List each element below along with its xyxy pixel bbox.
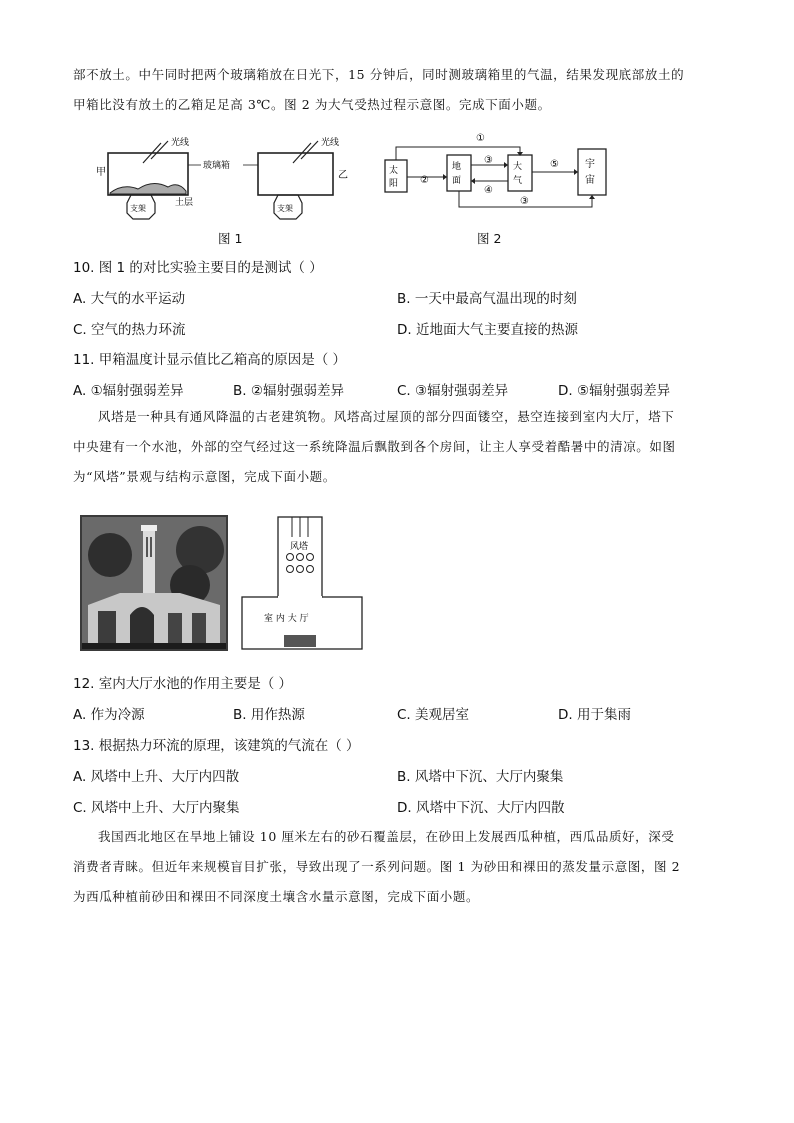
ground-label-2: 面 [452,176,462,186]
figure-1-glass-boxes [93,135,363,230]
label-yi: 乙 [338,170,348,181]
space-box [578,149,606,195]
intro-paragraph-3 [73,824,723,910]
q12-option-a[interactable]: A. 作为冷源 [73,707,145,723]
hall-label: 室 内 大 厅 [264,614,309,624]
water-pool [284,635,316,647]
atmosphere-label-1: 大 [513,162,523,172]
question-10: 10. 图 1 的对比实验主要目的是测试（ ） [73,260,323,276]
q13-option-b[interactable]: B. 风塔中下沉、大厅内聚集 [397,769,564,785]
question-11: 11. 甲箱温度计显示值比乙箱高的原因是（ ） [73,352,347,368]
q13-option-d[interactable]: D. 风塔中下沉、大厅内四散 [397,800,565,816]
stand-label-1: 支架 [130,204,146,213]
figure-2-caption: 图 2 [477,231,502,246]
q12-option-c[interactable]: C. 美观居室 [397,707,470,723]
glass-box-yi [258,153,333,195]
question-12: 12. 室内大厅水池的作用主要是（ ） [73,676,293,692]
intro-line: 风塔是一种具有通风降温的古老建筑物。风塔高过屋顶的部分四面镂空，悬空连接到室内大厅，塔下 [98,409,675,424]
space-label-2: 宙 [585,175,595,186]
arrow-1 [396,147,520,160]
intro-line: 为西瓜种植前砂田和裸田不同深度土壤含水量示意图，完成下面小题。 [73,889,480,904]
q12-option-b[interactable]: B. 用作热源 [233,707,305,723]
sun-label-1: 太 [389,166,399,176]
ground-label-1: 地 [452,162,462,172]
intro-line: 中央建有一个水池，外部的空气经过这一系统降温后飘散到各个房间，让主人享受着酷暑中的清凉。如图 [73,439,676,454]
figure-1-caption: 图 1 [218,231,243,246]
q13-option-c[interactable]: C. 风塔中上升、大厅内聚集 [73,800,240,816]
light-label-1: 光线 [171,138,190,148]
marker-1: ① [476,133,485,144]
marker-3b: ③ [520,196,529,207]
marker-2: ② [420,175,429,186]
intro-line: 消费者青睐。但近年来规模盲目扩张，导致出现了一系列问题。图 1 为砂田和裸田的蒸发量示意图，图 2 [73,859,681,874]
q13-option-a[interactable]: A. 风塔中上升、大厅内四散 [73,769,240,785]
q10-option-d[interactable]: D. 近地面大气主要直接的热源 [397,322,578,338]
intro-line: 甲箱比没有放土的乙箱足足高 3℃。图 2 为大气受热过程示意图。完成下面小题。 [73,97,551,112]
intro-line: 部不放土。中午同时把两个玻璃箱放在日光下，15 分钟后，同时测玻璃箱里的气温，结果发现底部放土的 [73,67,685,82]
intro-line: 我国西北地区在旱地上铺设 10 厘米左右的砂石覆盖层，在砂田上发展西瓜种植，西瓜品质好，深受 [98,829,675,844]
intro-line: 为“风塔”景观与结构示意图，完成下面小题。 [73,469,336,484]
q11-option-b[interactable]: B. ②辐射强弱差异 [233,383,344,399]
q11-option-a[interactable]: A. ①辐射强弱差异 [73,383,184,399]
q11-option-c[interactable]: C. ③辐射强弱差异 [397,383,509,399]
label-jia: 甲 [96,167,106,178]
wind-tower-photo [80,515,228,651]
marker-3a: ③ [484,155,493,166]
atmosphere-label-2: 气 [513,176,523,186]
q11-option-d[interactable]: D. ⑤辐射强弱差异 [558,383,671,399]
glass-box-label: 玻璃箱 [203,161,231,171]
intro-paragraph-2 [73,404,723,490]
sun-label-2: 阳 [389,179,399,189]
space-label-1: 宇 [585,159,595,170]
tower-label: 风塔 [290,542,309,552]
q10-option-c[interactable]: C. 空气的热力环流 [73,322,186,338]
soil-layer [110,183,186,194]
question-13: 13. 根据热力环流的原理，该建筑的气流在（ ） [73,738,360,754]
wind-tower-diagram [240,515,364,651]
q10-option-a[interactable]: A. 大气的水平运动 [73,291,186,307]
soil-label: 土层 [175,198,194,208]
figure-2-atmosphere-heating [380,127,620,217]
light-label-2: 光线 [321,138,340,148]
q12-option-d[interactable]: D. 用于集雨 [558,707,631,723]
stand-label-2: 支架 [277,204,293,213]
marker-4: ④ [484,185,493,196]
q10-option-b[interactable]: B. 一天中最高气温出现的时刻 [397,291,577,307]
marker-5: ⑤ [550,159,559,170]
intro-paragraph-1 [73,62,723,118]
